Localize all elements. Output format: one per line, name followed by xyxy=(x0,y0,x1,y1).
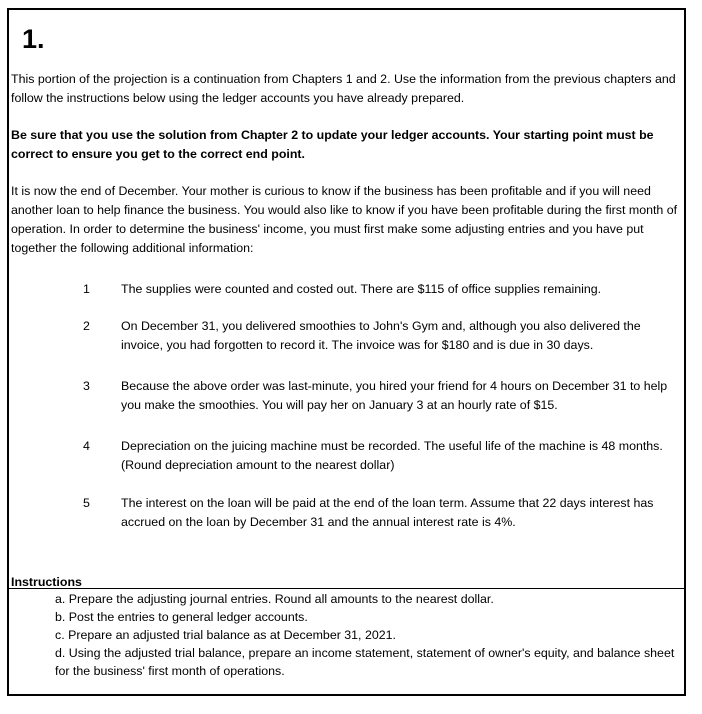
intro-paragraph: This portion of the projection is a continuation from Chapters 1 and 2. Use the information from the previous chapters and follow the instructions below using the ledger accounts you have already prepared. xyxy=(11,72,676,105)
item-text: The supplies were counted and costed out. There are $115 of office supplies remaining. xyxy=(121,282,602,296)
instructions-list xyxy=(55,590,675,680)
context-paragraph: It is now the end of December. Your mother is curious to know if the business has been profitable and if you will need another loan to help finance the business. You would also like to know if you have been profitable during the first month of operation. In order to determine the business' income, you must first make some adjusting entries and you have put together the following additional information: xyxy=(11,184,678,255)
item-number: 3 xyxy=(83,379,90,393)
item-text: Because the above order was last-minute, you hired your friend for 4 hours on December 31 to help you make the smoothies. You will pay her on January 3 at an hourly rate of $15. xyxy=(121,379,668,412)
instruction-step: a. Prepare the adjusting journal entries. Round all amounts to the nearest dollar. xyxy=(55,592,494,606)
instruction-step: b. Post the entries to general ledger accounts. xyxy=(55,610,308,624)
question-number: 1. xyxy=(22,24,45,54)
item-text: Depreciation on the juicing machine must be recorded. The useful life of the machine is 48 months. (Round depreciation amount to the nearest dollar) xyxy=(121,439,663,472)
instructions-title: Instructions xyxy=(11,575,82,589)
warning-paragraph: Be sure that you use the solution from Chapter 2 to update your ledger accounts. Your starting point must be correct to ensure you get to the correct end point. xyxy=(11,128,654,161)
item-number: 1 xyxy=(83,282,90,296)
instruction-step: d. Using the adjusted trial balance, prepare an income statement, statement of owner's equity, and balance sheet for the business' first month of operations. xyxy=(55,646,675,678)
item-text: On December 31, you delivered smoothies to John's Gym and, although you also delivered the invoice, you had forgotten to record it. The invoice was for $180 and is due in 30 days. xyxy=(121,319,641,352)
item-number: 5 xyxy=(83,496,90,510)
item-number: 2 xyxy=(83,319,90,333)
item-text: The interest on the loan will be paid at the end of the loan term. Assume that 22 days interest has accrued on the loan by December 31 and the annual interest rate is 4%. xyxy=(121,496,654,529)
instructions-divider xyxy=(9,588,684,589)
instruction-step: c. Prepare an adjusted trial balance as at December 31, 2021. xyxy=(55,628,396,642)
document-frame xyxy=(7,8,686,696)
item-number: 4 xyxy=(83,439,90,453)
